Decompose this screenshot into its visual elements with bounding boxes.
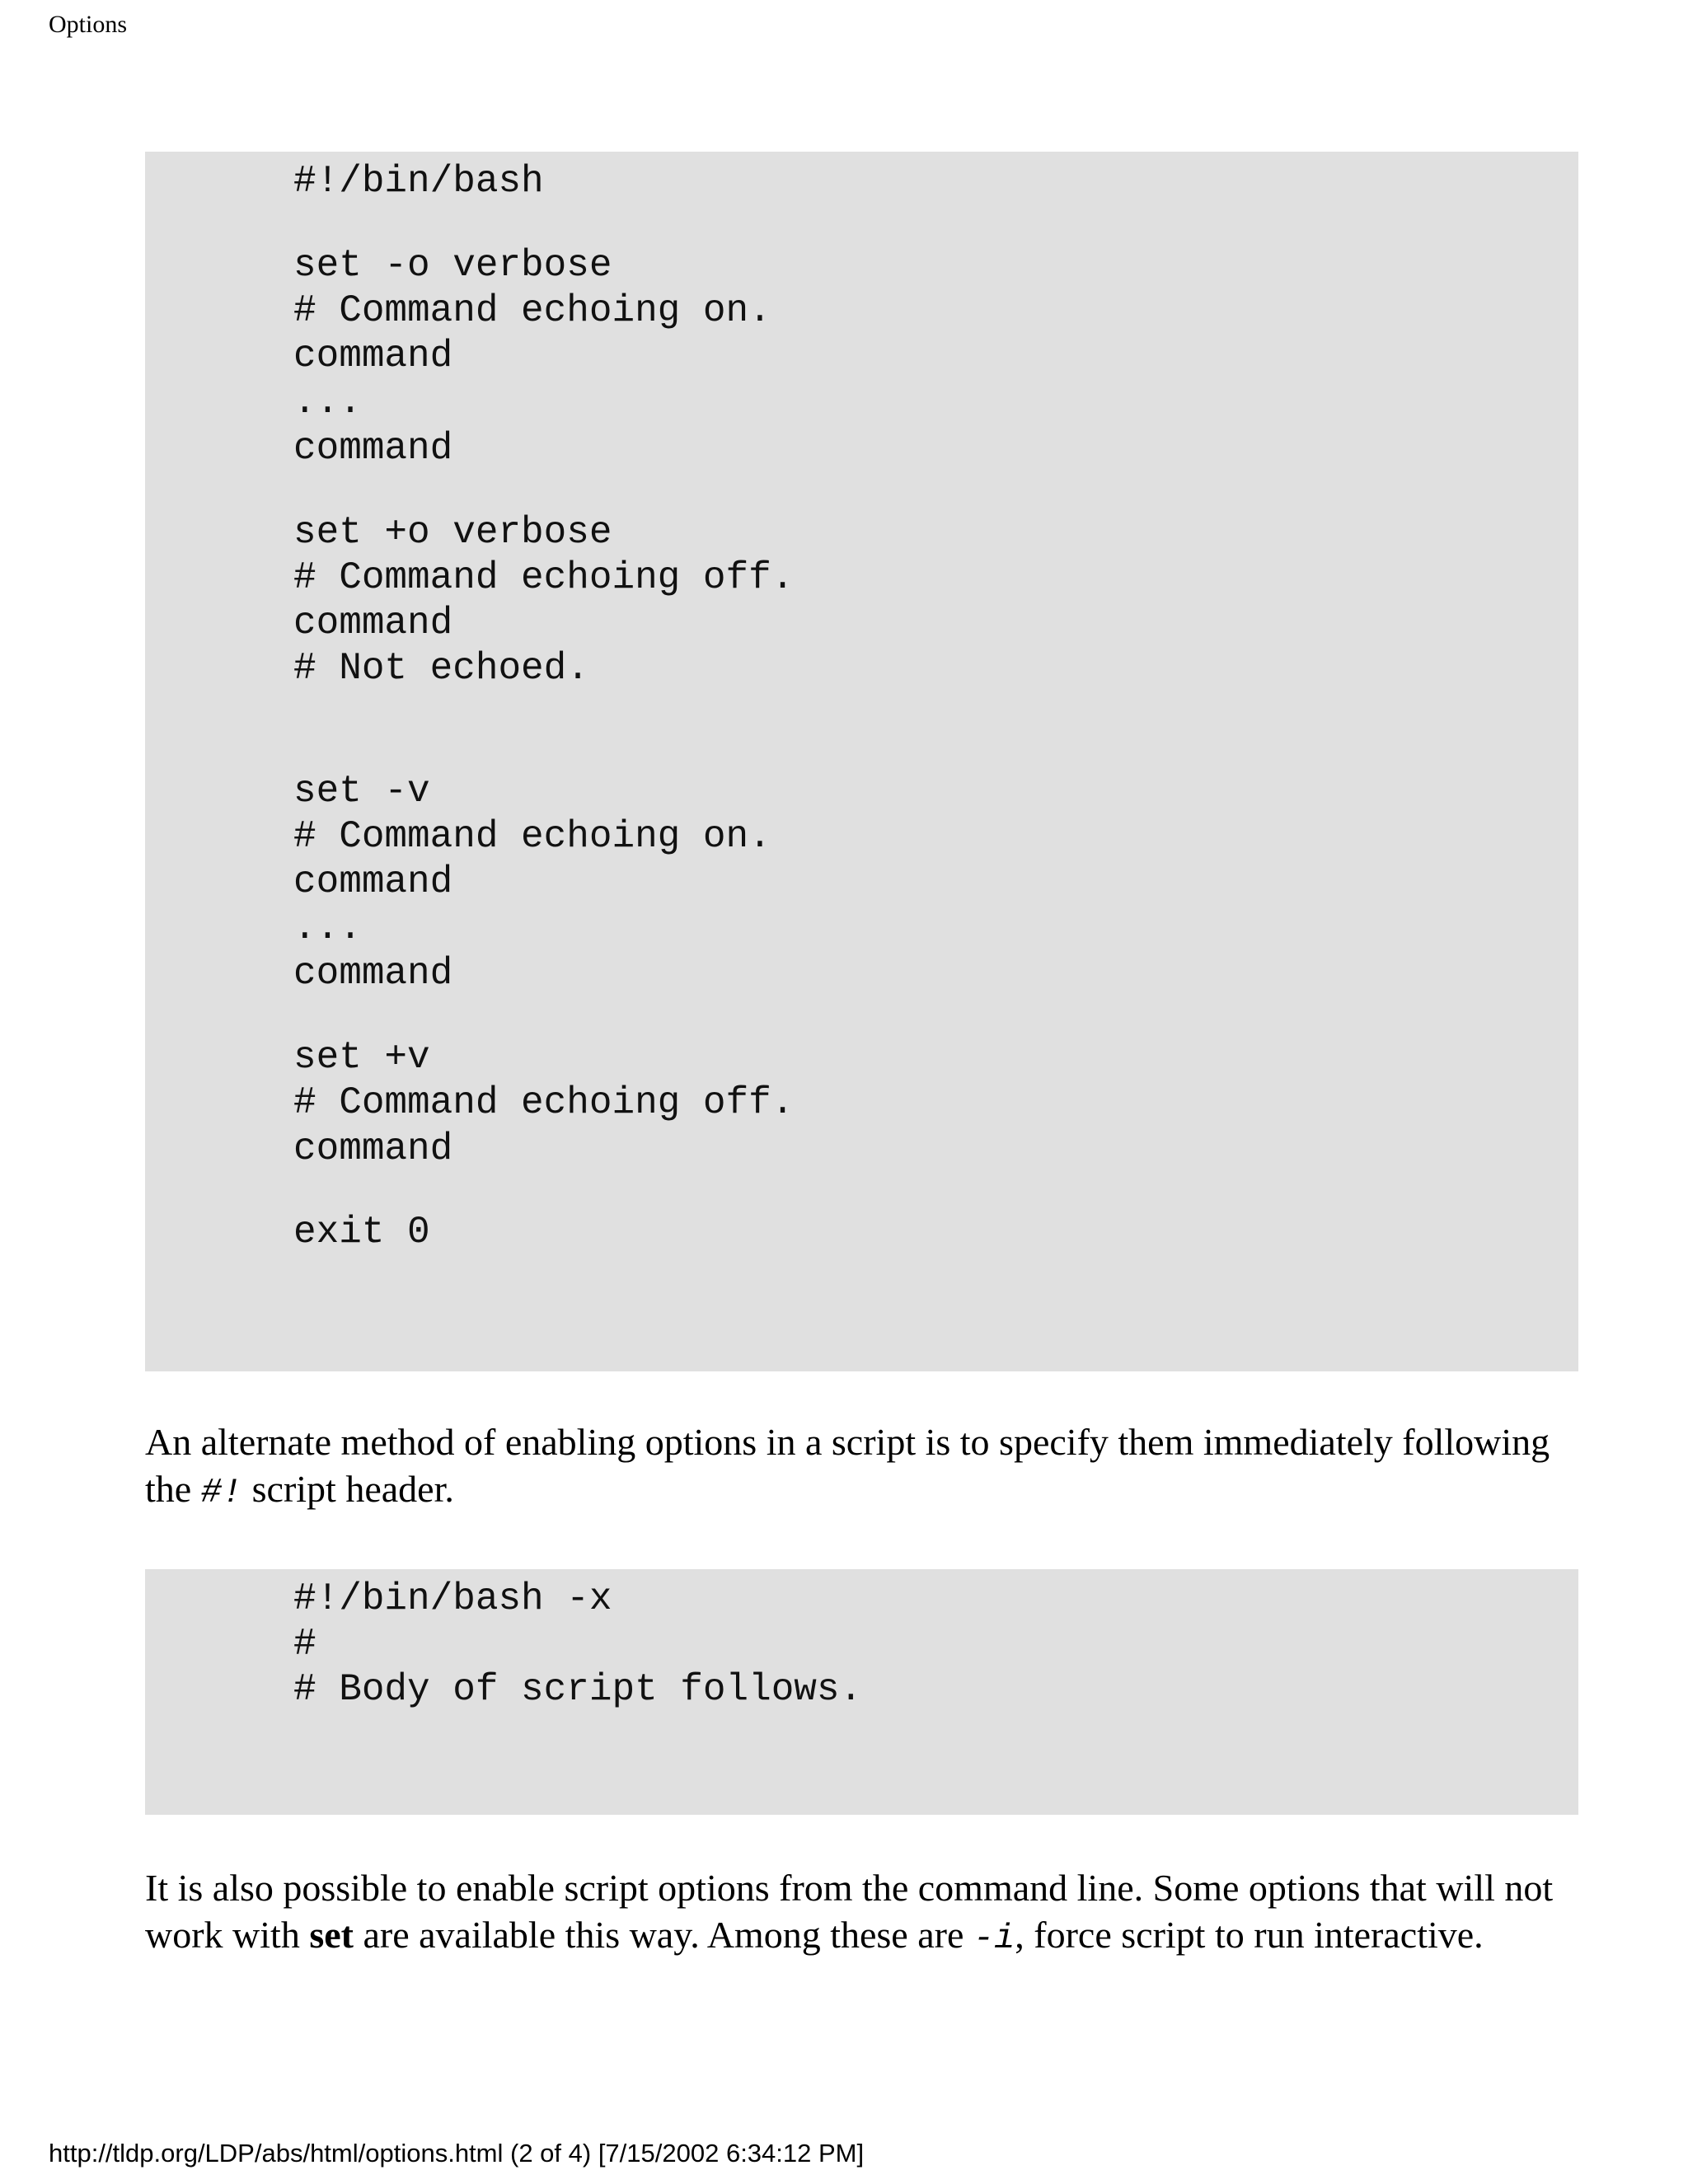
code-line: ... <box>293 907 362 949</box>
inline-code-shebang: #! <box>200 1473 243 1512</box>
code-line: command <box>293 602 453 644</box>
paragraph-text: It is also possible to enable script options from the command line. Some options that will not work with <box>145 1867 1554 1956</box>
code-line: # Command echoing off. <box>293 1081 795 1124</box>
code-line: ... <box>293 381 362 424</box>
code-line: #!/bin/bash -x <box>293 1577 612 1620</box>
code-line: set +o verbose <box>293 511 612 554</box>
page-footer-url: http://tldp.org/LDP/abs/html/options.html (2 of 4) [7/15/2002 6:34:12 PM] <box>49 2139 865 2168</box>
code-line: set -v <box>293 770 430 813</box>
paragraph-text: script header. <box>242 1468 454 1510</box>
code-line: # Body of script follows. <box>293 1668 863 1711</box>
code-line: set +v <box>293 1036 430 1079</box>
code-line: command <box>293 860 453 903</box>
code-line: # <box>293 1623 316 1666</box>
code-line: # Not echoed. <box>293 647 589 690</box>
code-line: # Command echoing on. <box>293 815 771 858</box>
paragraph-text: are available this way. Among these are <box>353 1914 973 1956</box>
paragraph-shebang-options <box>145 1418 1578 1516</box>
code-line: command <box>293 335 453 377</box>
code-line: command <box>293 952 453 995</box>
code-block-verbose-example <box>145 152 1578 1371</box>
code-block-shebang-example <box>145 1569 1578 1815</box>
code-line: # Command echoing on. <box>293 289 771 332</box>
page-header-title: Options <box>49 11 128 38</box>
code-line: command <box>293 1127 453 1170</box>
paragraph-command-line-options <box>145 1864 1578 1962</box>
code-line: # Command echoing off. <box>293 556 795 599</box>
code-line: set -o verbose <box>293 244 612 287</box>
paragraph-text: , force script to run interactive. <box>1015 1914 1484 1956</box>
code-line: exit 0 <box>293 1211 430 1254</box>
inline-code-option-i: -i <box>973 1919 1015 1958</box>
bold-command-set: set <box>309 1914 354 1956</box>
code-line: command <box>293 427 453 470</box>
code-line: #!/bin/bash <box>293 160 544 203</box>
paragraph-text: An alternate method of enabling options in a script is to specify them immediately following the <box>145 1421 1550 1510</box>
